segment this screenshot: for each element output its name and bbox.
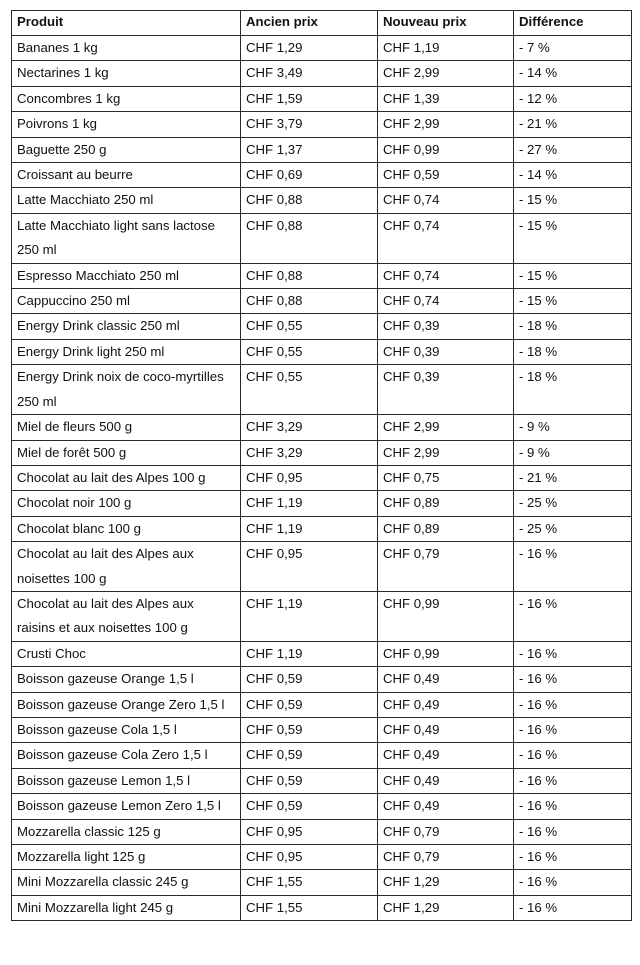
table-row	[12, 163, 632, 188]
table-row	[12, 263, 632, 288]
cell-old-price: CHF 3,29	[241, 440, 378, 465]
cell-new-price: CHF 0,49	[378, 768, 514, 793]
cell-old-price: CHF 0,59	[241, 794, 378, 819]
cell-product: Energy Drink noix de coco-myrtilles 250 ml	[12, 365, 241, 415]
cell-new-price: CHF 0,49	[378, 667, 514, 692]
cell-old-price: CHF 1,19	[241, 516, 378, 541]
cell-product: Boisson gazeuse Lemon 1,5 l	[12, 768, 241, 793]
cell-product: Boisson gazeuse Cola Zero 1,5 l	[12, 743, 241, 768]
table-row	[12, 36, 632, 61]
cell-new-price: CHF 1,39	[378, 86, 514, 111]
cell-new-price: CHF 2,99	[378, 61, 514, 86]
cell-difference: - 16 %	[514, 743, 632, 768]
cell-product: Chocolat au lait des Alpes aux raisins et aux noisettes 100 g	[12, 591, 241, 641]
cell-old-price: CHF 0,59	[241, 717, 378, 742]
cell-old-price: CHF 0,95	[241, 819, 378, 844]
cell-old-price: CHF 3,49	[241, 61, 378, 86]
cell-difference: - 14 %	[514, 163, 632, 188]
header-difference: Différence	[514, 11, 632, 36]
table-row	[12, 440, 632, 465]
table-row	[12, 717, 632, 742]
cell-product: Croissant au beurre	[12, 163, 241, 188]
cell-product: Espresso Macchiato 250 ml	[12, 263, 241, 288]
cell-difference: - 16 %	[514, 845, 632, 870]
table-body	[12, 36, 632, 921]
cell-difference: - 16 %	[514, 591, 632, 641]
cell-difference: - 16 %	[514, 542, 632, 592]
cell-difference: - 27 %	[514, 137, 632, 162]
table-row	[12, 112, 632, 137]
cell-difference: - 14 %	[514, 61, 632, 86]
cell-product: Mozzarella classic 125 g	[12, 819, 241, 844]
cell-difference: - 16 %	[514, 768, 632, 793]
table-row	[12, 137, 632, 162]
cell-difference: - 21 %	[514, 465, 632, 490]
cell-old-price: CHF 0,55	[241, 365, 378, 415]
cell-difference: - 18 %	[514, 314, 632, 339]
table-row	[12, 188, 632, 213]
cell-new-price: CHF 0,39	[378, 314, 514, 339]
cell-difference: - 16 %	[514, 692, 632, 717]
cell-product: Poivrons 1 kg	[12, 112, 241, 137]
cell-product: Mini Mozzarella light 245 g	[12, 895, 241, 920]
cell-difference: - 16 %	[514, 819, 632, 844]
cell-new-price: CHF 2,99	[378, 112, 514, 137]
cell-product: Chocolat noir 100 g	[12, 491, 241, 516]
table-row	[12, 794, 632, 819]
cell-new-price: CHF 0,99	[378, 591, 514, 641]
cell-old-price: CHF 0,59	[241, 692, 378, 717]
table-row	[12, 86, 632, 111]
cell-old-price: CHF 0,59	[241, 743, 378, 768]
cell-new-price: CHF 0,89	[378, 491, 514, 516]
cell-product: Boisson gazeuse Cola 1,5 l	[12, 717, 241, 742]
cell-old-price: CHF 0,59	[241, 667, 378, 692]
cell-new-price: CHF 0,75	[378, 465, 514, 490]
table-row	[12, 61, 632, 86]
cell-product: Cappuccino 250 ml	[12, 289, 241, 314]
cell-old-price: CHF 1,29	[241, 36, 378, 61]
cell-new-price: CHF 1,29	[378, 895, 514, 920]
cell-old-price: CHF 0,88	[241, 188, 378, 213]
cell-difference: - 12 %	[514, 86, 632, 111]
table-row	[12, 415, 632, 440]
cell-difference: - 25 %	[514, 516, 632, 541]
cell-product: Miel de forêt 500 g	[12, 440, 241, 465]
cell-new-price: CHF 0,99	[378, 641, 514, 666]
cell-product: Energy Drink classic 250 ml	[12, 314, 241, 339]
cell-old-price: CHF 0,88	[241, 263, 378, 288]
cell-product: Boisson gazeuse Lemon Zero 1,5 l	[12, 794, 241, 819]
cell-product: Mozzarella light 125 g	[12, 845, 241, 870]
cell-new-price: CHF 0,74	[378, 188, 514, 213]
cell-difference: - 16 %	[514, 870, 632, 895]
cell-old-price: CHF 1,19	[241, 641, 378, 666]
cell-new-price: CHF 0,89	[378, 516, 514, 541]
table-row	[12, 289, 632, 314]
cell-difference: - 16 %	[514, 667, 632, 692]
cell-old-price: CHF 0,59	[241, 768, 378, 793]
cell-product: Energy Drink light 250 ml	[12, 339, 241, 364]
table-row	[12, 743, 632, 768]
cell-old-price: CHF 1,55	[241, 870, 378, 895]
cell-old-price: CHF 1,55	[241, 895, 378, 920]
cell-new-price: CHF 1,29	[378, 870, 514, 895]
cell-difference: - 15 %	[514, 188, 632, 213]
header-old-price: Ancien prix	[241, 11, 378, 36]
cell-new-price: CHF 0,49	[378, 692, 514, 717]
header-new-price: Nouveau prix	[378, 11, 514, 36]
cell-product: Latte Macchiato light sans lactose 250 ml	[12, 213, 241, 263]
cell-product: Bananes 1 kg	[12, 36, 241, 61]
cell-product: Nectarines 1 kg	[12, 61, 241, 86]
cell-new-price: CHF 0,74	[378, 213, 514, 263]
cell-old-price: CHF 0,55	[241, 339, 378, 364]
cell-difference: - 21 %	[514, 112, 632, 137]
header-product: Produit	[12, 11, 241, 36]
cell-new-price: CHF 0,49	[378, 743, 514, 768]
cell-old-price: CHF 1,59	[241, 86, 378, 111]
cell-difference: - 9 %	[514, 440, 632, 465]
cell-product: Baguette 250 g	[12, 137, 241, 162]
cell-old-price: CHF 0,95	[241, 465, 378, 490]
cell-old-price: CHF 3,29	[241, 415, 378, 440]
cell-product: Boisson gazeuse Orange 1,5 l	[12, 667, 241, 692]
cell-product: Boisson gazeuse Orange Zero 1,5 l	[12, 692, 241, 717]
table-header-row	[12, 11, 632, 36]
cell-old-price: CHF 0,95	[241, 845, 378, 870]
cell-difference: - 16 %	[514, 895, 632, 920]
cell-product: Latte Macchiato 250 ml	[12, 188, 241, 213]
cell-product: Mini Mozzarella classic 245 g	[12, 870, 241, 895]
cell-old-price: CHF 0,55	[241, 314, 378, 339]
cell-difference: - 9 %	[514, 415, 632, 440]
cell-new-price: CHF 0,39	[378, 339, 514, 364]
cell-new-price: CHF 0,49	[378, 717, 514, 742]
cell-old-price: CHF 1,19	[241, 591, 378, 641]
cell-new-price: CHF 0,79	[378, 845, 514, 870]
price-comparison-table	[11, 10, 632, 921]
cell-difference: - 18 %	[514, 339, 632, 364]
table-row	[12, 819, 632, 844]
cell-new-price: CHF 0,39	[378, 365, 514, 415]
cell-old-price: CHF 0,88	[241, 289, 378, 314]
table-row	[12, 692, 632, 717]
cell-difference: - 15 %	[514, 213, 632, 263]
cell-difference: - 15 %	[514, 263, 632, 288]
table-row	[12, 845, 632, 870]
cell-new-price: CHF 0,59	[378, 163, 514, 188]
cell-old-price: CHF 1,37	[241, 137, 378, 162]
cell-new-price: CHF 0,99	[378, 137, 514, 162]
cell-difference: - 16 %	[514, 641, 632, 666]
cell-new-price: CHF 0,79	[378, 542, 514, 592]
cell-product: Miel de fleurs 500 g	[12, 415, 241, 440]
table-row	[12, 667, 632, 692]
cell-new-price: CHF 2,99	[378, 415, 514, 440]
cell-difference: - 25 %	[514, 491, 632, 516]
table-row	[12, 365, 632, 415]
cell-product: Chocolat au lait des Alpes 100 g	[12, 465, 241, 490]
cell-old-price: CHF 0,69	[241, 163, 378, 188]
cell-new-price: CHF 0,79	[378, 819, 514, 844]
cell-difference: - 16 %	[514, 794, 632, 819]
table-row	[12, 213, 632, 263]
cell-new-price: CHF 0,74	[378, 289, 514, 314]
table-row	[12, 768, 632, 793]
cell-old-price: CHF 0,95	[241, 542, 378, 592]
cell-product: Chocolat au lait des Alpes aux noisettes 100 g	[12, 542, 241, 592]
cell-difference: - 7 %	[514, 36, 632, 61]
price-table-container	[11, 10, 631, 921]
cell-new-price: CHF 2,99	[378, 440, 514, 465]
table-row	[12, 339, 632, 364]
table-row	[12, 870, 632, 895]
cell-difference: - 15 %	[514, 289, 632, 314]
cell-difference: - 18 %	[514, 365, 632, 415]
cell-new-price: CHF 0,49	[378, 794, 514, 819]
cell-old-price: CHF 3,79	[241, 112, 378, 137]
cell-product: Concombres 1 kg	[12, 86, 241, 111]
table-row	[12, 465, 632, 490]
cell-difference: - 16 %	[514, 717, 632, 742]
cell-old-price: CHF 0,88	[241, 213, 378, 263]
table-row	[12, 591, 632, 641]
cell-old-price: CHF 1,19	[241, 491, 378, 516]
cell-product: Chocolat blanc 100 g	[12, 516, 241, 541]
table-row	[12, 516, 632, 541]
cell-new-price: CHF 0,74	[378, 263, 514, 288]
cell-new-price: CHF 1,19	[378, 36, 514, 61]
table-row	[12, 895, 632, 920]
table-row	[12, 641, 632, 666]
table-row	[12, 491, 632, 516]
table-row	[12, 542, 632, 592]
table-row	[12, 314, 632, 339]
cell-product: Crusti Choc	[12, 641, 241, 666]
